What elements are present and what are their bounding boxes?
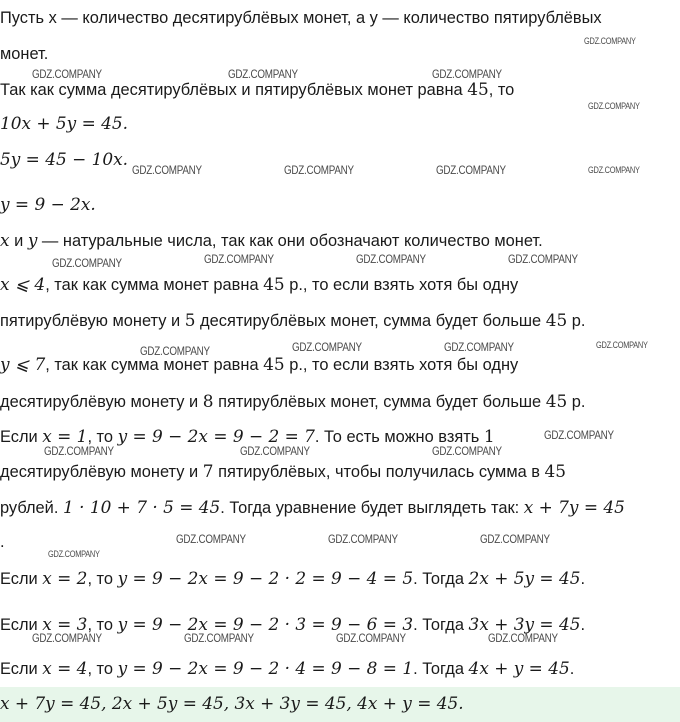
text-line-14 <box>0 496 676 520</box>
text: р., то если взять хотя бы одну <box>284 276 519 294</box>
text-line-3 <box>0 78 676 102</box>
watermark: GDZ.COMPANY <box>444 340 514 354</box>
text: . <box>0 533 5 551</box>
math: y = 9 − 2x = 9 − 2 · 4 = 9 − 8 = 1 <box>117 659 414 679</box>
text: десятирублёвых монет, сумма будет больше <box>195 312 546 330</box>
equation-2 <box>0 148 676 172</box>
text: р., то если взять хотя бы одну <box>284 356 519 374</box>
text: — натуральные числа, так как они обозначают количество монет. <box>37 232 543 250</box>
text: , то <box>87 616 118 634</box>
watermark: GDZ.COMPANY <box>436 163 506 177</box>
text-line-12 <box>0 425 676 449</box>
math: 10x + 5y = 45. <box>0 114 129 134</box>
math: y = 9 − 2x = 9 − 2 · 3 = 9 − 6 = 3 <box>117 615 414 635</box>
watermark: GDZ.COMPANY <box>356 252 426 266</box>
text-line-18 <box>0 657 676 681</box>
math: 5y = 45 − 10x. <box>0 150 129 170</box>
text: , так как сумма монет равна <box>45 276 264 294</box>
math: x = 3 <box>42 615 88 635</box>
math: x ⩽ 4 <box>0 275 46 295</box>
math: y = 9 − 2x = 9 − 2 = 7 <box>117 427 315 447</box>
text: , то <box>87 570 118 588</box>
text: пятирублёвых, чтобы получилась сумма в <box>213 463 545 481</box>
number: 5 <box>184 311 196 331</box>
watermark: GDZ.COMPANY <box>52 256 122 270</box>
equation-1 <box>0 112 676 136</box>
text: и <box>9 232 28 250</box>
number: 45 <box>263 275 285 295</box>
number: 45 <box>467 80 489 100</box>
watermark: GDZ.COMPANY <box>588 101 640 111</box>
text: рублей. <box>0 499 63 517</box>
math: 2x + 5y = 45 <box>468 569 581 589</box>
watermark: GDZ.COMPANY <box>432 67 502 81</box>
text: , так как сумма монет равна <box>45 356 264 374</box>
number: 45 <box>263 355 285 375</box>
watermark: GDZ.COMPANY <box>292 340 362 354</box>
math: y = 9 − 2x. <box>0 195 96 215</box>
number: 8 <box>202 392 214 412</box>
watermark: GDZ.COMPANY <box>328 532 398 546</box>
watermark: GDZ.COMPANY <box>508 252 578 266</box>
text: , то <box>87 428 118 446</box>
text-line-10 <box>0 353 676 377</box>
watermark: GDZ.COMPANY <box>32 631 102 645</box>
watermark: GDZ.COMPANY <box>228 67 298 81</box>
text: . <box>580 570 586 588</box>
text-line-16 <box>0 567 676 591</box>
text: . <box>569 660 575 678</box>
answer-line <box>0 692 676 716</box>
intro-text: Пусть x — количество десятирублёвых монет, а y — количество пятирублёвых <box>0 9 602 27</box>
text-line-1 <box>0 6 676 30</box>
text-line-7 <box>0 229 676 253</box>
watermark: GDZ.COMPANY <box>480 532 550 546</box>
text: . Тогда <box>413 660 469 678</box>
watermark: GDZ.COMPANY <box>184 631 254 645</box>
watermark: GDZ.COMPANY <box>488 631 558 645</box>
number: 45 <box>545 311 568 331</box>
text: Если <box>0 616 43 634</box>
text-line-17 <box>0 613 676 637</box>
text: . <box>580 616 586 634</box>
number: 45 <box>544 462 567 482</box>
watermark: GDZ.COMPANY <box>588 165 640 175</box>
text: , то <box>488 81 515 99</box>
math: 3x + 3y = 45 <box>468 615 581 635</box>
text-line-13 <box>0 460 676 484</box>
text: . То есть можно взять <box>314 428 484 446</box>
text: десятирублёвую монету и <box>0 463 203 481</box>
equation-3 <box>0 193 676 217</box>
text: р. <box>567 393 586 411</box>
number: 1 <box>483 427 495 447</box>
math: x = 1 <box>42 427 88 447</box>
watermark: GDZ.COMPANY <box>336 631 406 645</box>
watermark: GDZ.COMPANY <box>432 444 502 458</box>
text: Если <box>0 428 43 446</box>
math: x = 2 <box>42 569 88 589</box>
watermark: GDZ.COMPANY <box>284 163 354 177</box>
math: x = 4 <box>42 659 88 679</box>
text-line-2 <box>0 42 676 66</box>
text: пятирублёвых монет, сумма будет больше <box>213 393 546 411</box>
math: 4x + y = 45 <box>468 659 570 679</box>
watermark: GDZ.COMPANY <box>584 36 636 46</box>
text: Если <box>0 570 43 588</box>
text-line-15 <box>0 530 676 554</box>
watermark: GDZ.COMPANY <box>44 444 114 458</box>
number: 45 <box>545 392 568 412</box>
math: 1 · 10 + 7 · 5 = 45 <box>62 498 221 518</box>
text: десятирублёвую монету и <box>0 393 203 411</box>
intro-text-cont: монет. <box>0 45 49 63</box>
text-line-9 <box>0 309 676 333</box>
text: . Тогда <box>413 616 469 634</box>
text: . Тогда <box>413 570 469 588</box>
text: Если <box>0 660 43 678</box>
watermark: GDZ.COMPANY <box>204 252 274 266</box>
text-line-8 <box>0 273 676 297</box>
text: пятирублёвую монету и <box>0 312 185 330</box>
number: 7 <box>202 462 214 482</box>
math: y <box>27 231 38 251</box>
math: x + 7y = 45 <box>523 498 625 518</box>
text: Так как сумма десятирублёвых и пятирублёвых монет равна <box>0 81 468 99</box>
text: . Тогда уравнение будет выглядеть так: <box>220 499 524 517</box>
text: р. <box>567 312 586 330</box>
math: y ⩽ 7 <box>0 355 46 375</box>
text-line-11 <box>0 390 676 414</box>
text: , то <box>87 660 118 678</box>
watermark: GDZ.COMPANY <box>140 344 210 358</box>
watermark: GDZ.COMPANY <box>132 163 202 177</box>
math: x <box>0 231 10 251</box>
watermark: GDZ.COMPANY <box>176 532 246 546</box>
watermark: GDZ.COMPANY <box>32 67 102 81</box>
answer-text: x + 7y = 45, 2x + 5y = 45, 3x + 3y = 45, 4x + y = 45. <box>0 694 464 714</box>
watermark: GDZ.COMPANY <box>596 340 648 350</box>
watermark: GDZ.COMPANY <box>48 549 100 559</box>
watermark: GDZ.COMPANY <box>544 428 614 442</box>
math: y = 9 − 2x = 9 − 2 · 2 = 9 − 4 = 5 <box>117 569 414 589</box>
watermark: GDZ.COMPANY <box>240 444 310 458</box>
